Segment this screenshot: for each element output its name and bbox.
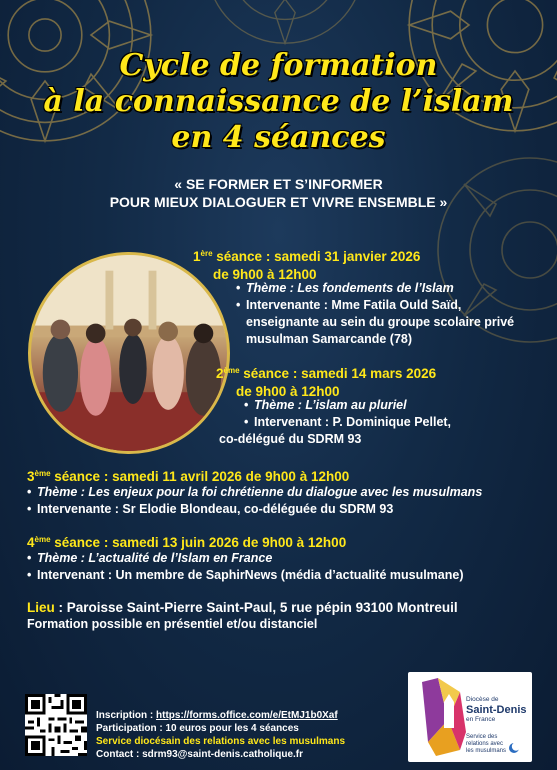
- session-1-details: [236, 280, 514, 348]
- participation: Participation : 10 euros pour les 4 séances: [96, 723, 299, 734]
- session-2-theme: • Thème : L’islam au pluriel: [244, 397, 451, 414]
- mandala-top-center: [200, 0, 370, 50]
- title-line-1: Cycle de formation: [119, 48, 438, 83]
- location-value: : Paroisse Saint-Pierre Saint-Paul, 5 rue pépin 93100 Montreuil: [54, 600, 458, 615]
- logo-service-1: Service des: [466, 734, 498, 740]
- session-1-heading: 1ère séance : samedi 31 janvier 2026: [193, 249, 421, 264]
- mosque-visit-photo: [31, 255, 227, 451]
- session-2-heading: 2ème séance : samedi 14 mars 2026: [216, 366, 437, 381]
- session-4: [27, 531, 346, 552]
- logo-service: [466, 734, 506, 755]
- session-3-heading: 3ème séance : samedi 11 avril 2026 de 9h00 à 12h00: [27, 469, 350, 484]
- contact: Contact : sdrm93@saint-denis.catholique.fr: [96, 749, 304, 760]
- footer-info: [96, 709, 345, 761]
- session-1-speaker: • Intervenante : Mme Fatila Ould Saïd, enseignante au sein du groupe scolaire privé musulman Samarcande (78): [236, 297, 514, 348]
- session-2-speaker: • Intervenant : P. Dominique Pellet,: [244, 414, 451, 431]
- title-line-3: en 4 séances: [171, 120, 386, 155]
- service-name: Service diocésain des relations avec les musulmans: [96, 736, 346, 747]
- session-4-heading: 4ème séance : samedi 13 juin 2026 de 9h00 à 12h00: [27, 535, 347, 550]
- session-3-speaker: • Intervenante : Sr Elodie Blondeau, co-déléguée du SDRM 93: [27, 501, 482, 518]
- title-line-2: à la connaissance de l’islam: [43, 84, 514, 119]
- session-3-details: [27, 484, 482, 518]
- inscription: [96, 709, 345, 722]
- inscription-link[interactable]: https://forms.office.com/e/EtMJ1b0Xaf: [156, 710, 338, 721]
- session-3-theme: • Thème : Les enjeux pour la foi chrétienne du dialogue avec les musulmans: [27, 484, 482, 501]
- slogan-line-2: POUR MIEUX DIALOGUER ET VIVRE ENSEMBLE »: [109, 194, 448, 210]
- session-3: [27, 465, 349, 486]
- session-2-details: [244, 397, 451, 431]
- session-2-time: de 9h00 à 12h00: [236, 384, 340, 399]
- session-2: [216, 362, 436, 401]
- session-4-theme: • Thème : L’actualité de l’Islam en France: [27, 550, 464, 567]
- logo-line-2: Saint-Denis: [466, 704, 527, 716]
- logo-service-2: relations avec: [466, 741, 504, 747]
- session-2-speaker-role: co-délégué du SDRM 93: [219, 432, 362, 446]
- inscription-label: Inscription :: [96, 710, 156, 721]
- session-1: [193, 245, 420, 284]
- mandala-graphic: [200, 0, 370, 50]
- logo-line-3: en France: [466, 716, 496, 723]
- location: [27, 599, 458, 617]
- logo-service-3: les musulmans: [466, 748, 507, 754]
- diocese-logo: [408, 672, 532, 762]
- qr-code[interactable]: [25, 694, 87, 756]
- session-4-details: [27, 550, 464, 584]
- session-1-time: de 9h00 à 12h00: [213, 267, 317, 282]
- qr-code-icon: [25, 694, 87, 756]
- location-label: Lieu: [27, 600, 55, 615]
- slogan-line-1: « SE FORMER ET S’INFORMER: [174, 176, 383, 192]
- crescent-icon: [509, 742, 520, 753]
- session-1-theme: • Thème : Les fondements de l’Islam: [236, 280, 514, 297]
- session-4-speaker: • Intervenant : Un membre de SaphirNews (média d’actualité musulmane): [27, 567, 464, 584]
- logo-diocese: [466, 696, 527, 724]
- location-note: Formation possible en présentiel et/ou distanciel: [27, 617, 318, 631]
- logo-line-1: Diocèse de: [466, 696, 499, 703]
